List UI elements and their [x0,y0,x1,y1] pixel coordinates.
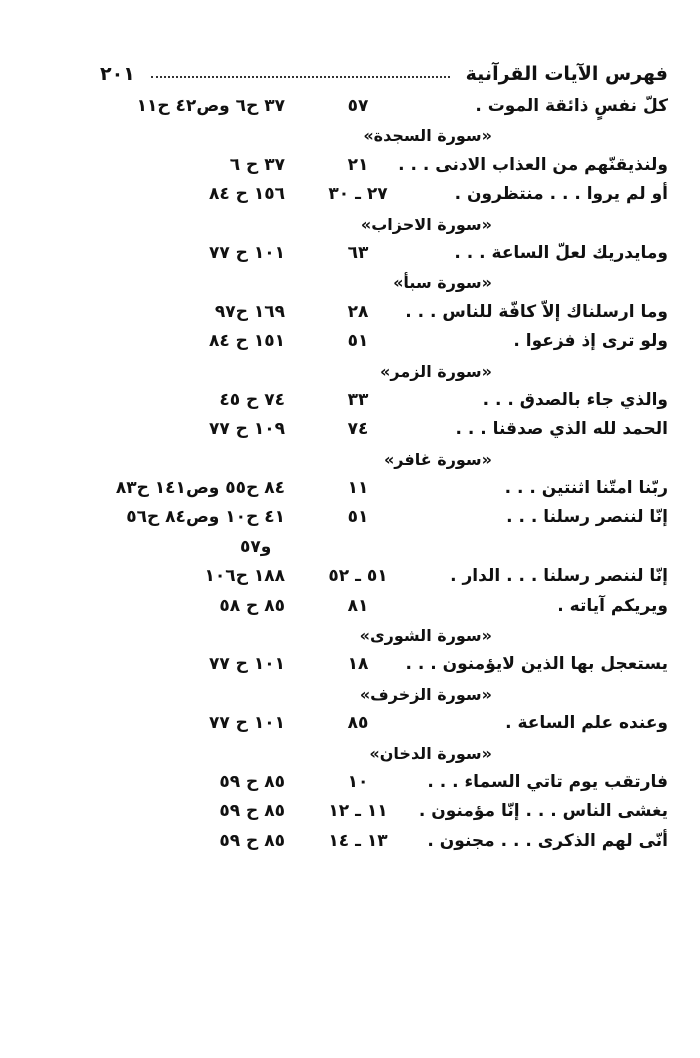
page-reference: ١٥١ ح ٨٤ [209,331,285,352]
verse-number: ١٨ [347,654,369,675]
dotted-leader [151,76,450,78]
verse-text: ومايدريك لعلّ الساعة . . . [454,242,668,263]
verse-number: ١٠ [347,771,369,792]
index-entry [0,92,700,121]
page-reference: ٧٤ ح ٤٥ [219,389,285,410]
verse-text: يغشى الناس . . . إنّا مؤمنون . [418,801,668,822]
verse-text: وعنده علم الساعة . [505,713,668,734]
page-reference: ٨٥ ح ٥٩ [219,830,285,851]
index-entry [0,827,700,856]
surah-name: «سورة الزمر» [380,361,492,381]
page-reference: ١٠١ ح ٧٧ [209,654,285,675]
surah-name: «سورة الدخان» [369,743,492,763]
surah-name: «سورة الزخرف» [359,684,492,704]
page-title: فهرس الآيات القرآنية [465,63,668,85]
verse-number: ٧٤ [347,419,369,440]
page-reference: ١٠١ ح ٧٧ [209,242,285,263]
page-number: ٢٠١ [100,63,135,85]
index-list [0,92,700,856]
surah-heading [0,621,700,650]
verse-text: ويريكم آياته . [557,595,668,616]
surah-heading [0,210,700,239]
index-entry [0,768,700,797]
verse-number: ٥١ [347,331,369,352]
verse-text: ولو ترى إذ فزعوا . [513,331,668,352]
verse-number: ١١ ـ ١٢ [328,801,388,822]
verse-number: ١٣ ـ ١٤ [328,830,388,851]
verse-number: ٨١ [347,595,369,616]
verse-number: ٥١ ـ ٥٢ [328,566,388,587]
index-entry [0,386,700,415]
index-entry [0,415,700,444]
index-entry [0,239,700,268]
surah-heading [0,268,700,297]
reference-continuation: و٥٧ [240,536,272,557]
index-entry [0,709,700,738]
verse-number: ٢٨ [347,301,369,322]
page-reference: ٨٤ ح٥٥ وص١٤١ ح٨٣ [115,478,285,499]
page-reference: ١٨٨ ح١٠٦ [204,566,285,587]
verse-number: ٦٣ [347,242,369,263]
page-reference: ١٠١ ح ٧٧ [209,713,285,734]
surah-heading [0,445,700,474]
page-reference: ٨٥ ح ٥٩ [219,801,285,822]
page-reference: ٨٥ ح ٥٩ [219,771,285,792]
surah-heading [0,680,700,709]
page-reference: ١٠٩ ح ٧٧ [209,419,285,440]
page-reference: ١٦٩ ح٩٧ [214,301,285,322]
verse-text: ولنذيقنّهم من العذاب الادنى . . . [398,154,668,175]
page-reference: ١٥٦ ح ٨٤ [209,184,285,205]
index-entry-continuation [0,533,700,562]
page-reference: ٣٧ ح٦ وص٤٢ ح١١ [136,96,285,116]
surah-name: «سورة السجدة» [363,126,492,146]
surah-name: «سورة سبأ» [393,273,492,293]
verse-text: فارتقب يوم تاتي السماء . . . [427,771,668,792]
verse-text: وما ارسلناك إلاّ كافّة للناس . . . [405,301,668,322]
surah-name: «سورة غافر» [383,449,492,469]
surah-name: «سورة الشورى» [359,626,492,646]
index-entry [0,592,700,621]
verse-number: ١١ [347,478,369,499]
index-entry [0,327,700,356]
verse-text: كلّ نفسٍ ذائقة الموت . [475,96,668,116]
verse-text: يستعجل بها الذين لايؤمنون . . . [405,654,668,675]
verse-text: ربّنا امتّنا اثنتين . . . [504,478,668,499]
index-entry [0,180,700,209]
verse-number: ٥٧ [347,96,369,116]
verse-text: أنّى لهم الذكرى . . . مجنون . [427,830,668,851]
index-entry [0,650,700,679]
page-reference: ٤١ ح١٠ وص٨٤ ح٥٦ [126,507,285,528]
surah-heading [0,739,700,768]
index-entry [0,151,700,180]
verse-text: والذي جاء بالصدق . . . [482,389,668,410]
verse-number: ٥١ [347,507,369,528]
verse-number: ٨٥ [347,713,369,734]
page-header [100,60,668,88]
verse-number: ٢٧ ـ ٣٠ [328,184,388,205]
surah-heading [0,357,700,386]
page-reference: ٨٥ ح ٥٨ [219,595,285,616]
index-entry [0,797,700,826]
index-entry [0,562,700,591]
verse-text: إنّا لننصر رسلنا . . . [506,507,668,528]
surah-name: «سورة الاحزاب» [360,214,492,234]
surah-heading [0,121,700,150]
verse-text: أو لم يروا . . . منتظرون . [454,184,668,205]
verse-number: ٣٣ [347,389,369,410]
verse-text: إنّا لننصر رسلنا . . . الدار . [450,566,668,587]
index-entry [0,474,700,503]
index-entry [0,298,700,327]
verse-number: ٢١ [347,154,369,175]
index-entry [0,503,700,532]
page-reference: ٣٧ ح ٦ [229,154,285,175]
verse-text: الحمد لله الذي صدقنا . . . [455,419,668,440]
